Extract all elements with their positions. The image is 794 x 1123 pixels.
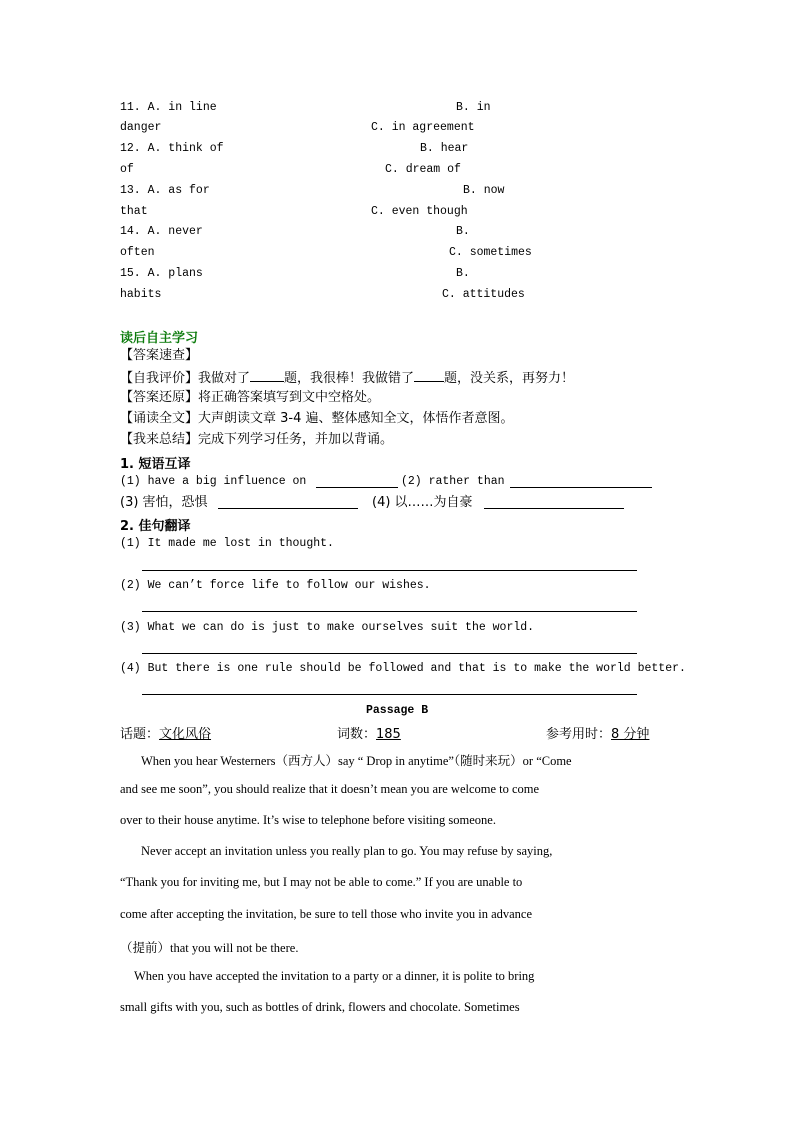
option-12-b-cont: of (120, 163, 134, 176)
option-12-a: 12. A. think of (120, 142, 224, 155)
self-eval-b: 题，我很棒！我做错了 (284, 371, 415, 386)
passage-line-6: come after accepting the invitation, be sure to tell those who invite you in advance (120, 907, 533, 921)
passage-line-2: and see me soon”, you should realize that it doesn’t mean you are welcome to come (120, 782, 540, 796)
passage-line-8: When you have accepted the invitation to a party or a dinner, it is polite to bring (134, 969, 535, 983)
option-11-a: 11. A. in line (120, 101, 217, 114)
time-value: 8 分钟 (611, 727, 650, 742)
word-count-label: 词数： (337, 727, 377, 742)
phrase-2: (2) rather than (401, 475, 505, 488)
passage-line-3: over to their house anytime. It’s wise to telephone before visiting someone. (120, 813, 496, 827)
quick-check-label: 【答案速查】 (120, 348, 199, 363)
option-14-a: 14. A. never (120, 225, 203, 238)
passage-line-4: Never accept an invitation unless you really plan to go. You may refuse by saying, (141, 844, 553, 858)
phrase-3: (3) 害怕，恐惧 (120, 495, 208, 510)
option-15-b-cont: habits (120, 288, 162, 301)
passage-line-1: When you hear Westerners（西方人）say “ Drop in anytime”（随时来玩）or “Come (141, 754, 572, 768)
option-14-b: B. (456, 225, 470, 238)
correct-count-blank[interactable] (250, 369, 284, 382)
option-15-a: 15. A. plans (120, 267, 203, 280)
sentence-2-answer-line[interactable] (142, 611, 637, 612)
option-14-b-cont: often (120, 246, 155, 259)
self-eval-line (120, 369, 574, 387)
option-11-b: B. in (456, 101, 491, 114)
option-15-b: B. (456, 267, 470, 280)
passage-b-title: Passage B (366, 704, 429, 717)
answer-restore-label: 【答案还原】将正确答案填写到文中空格处。 (120, 390, 381, 405)
option-11-b-cont: danger (120, 121, 162, 134)
option-13-c: C. even though (371, 205, 468, 218)
time-meta (546, 723, 649, 742)
option-15-c: C. attitudes (442, 288, 525, 301)
passage-line-7: （提前）that you will not be there. (120, 941, 299, 955)
topic-value: 文化风俗 (159, 727, 212, 742)
time-label: 参考用时： (546, 727, 612, 742)
self-study-title: 读后自主学习 (120, 331, 199, 346)
self-eval-c: 题，没关系，再努力！ (444, 371, 575, 386)
sentence-2: (2) We can’t force life to follow our wishes. (120, 579, 431, 592)
phrase-translation-title: 1. 短语互译 (120, 457, 191, 472)
option-13-a: 13. A. as for (120, 184, 210, 197)
option-11-c: C. in agreement (371, 121, 475, 134)
word-count-meta (337, 723, 401, 742)
phrase-2-answer-line[interactable] (510, 487, 652, 488)
option-13-b: B. now (463, 184, 505, 197)
option-12-b: B. hear (420, 142, 469, 155)
option-12-c: C. dream of (385, 163, 461, 176)
read-aloud-label: 【诵读全文】大声朗读文章 3-4 遍、整体感知全文，体悟作者意图。 (120, 411, 514, 426)
option-13-b-cont: that (120, 205, 148, 218)
passage-line-5: “Thank you for inviting me, but I may not be able to come.” If you are unable to (120, 875, 523, 889)
sentence-4-answer-line[interactable] (142, 694, 637, 695)
topic-label: 话题： (120, 727, 160, 742)
wrong-count-blank[interactable] (414, 369, 444, 382)
topic-meta (120, 723, 211, 742)
option-14-c: C. sometimes (449, 246, 532, 259)
passage-line-9: small gifts with you, such as bottles of drink, flowers and chocolate. Sometimes (120, 1000, 520, 1014)
sentence-1-answer-line[interactable] (142, 570, 637, 571)
sentence-3: (3) What we can do is just to make ourselves suit the world. (120, 621, 535, 634)
word-count-value: 185 (376, 727, 401, 742)
phrase-4-answer-line[interactable] (484, 508, 624, 509)
phrase-4: (4) 以……为自豪 (372, 495, 473, 510)
phrase-1: (1) have a big influence on (120, 475, 307, 488)
sentence-1: (1) It made me lost in thought. (120, 537, 334, 550)
sentence-4: (4) But there is one rule should be followed and that is to make the world better. (120, 662, 686, 675)
summary-label: 【我来总结】完成下列学习任务，并加以背诵。 (120, 432, 394, 447)
sentence-3-answer-line[interactable] (142, 653, 637, 654)
phrase-3-answer-line[interactable] (218, 508, 358, 509)
self-eval-a: 【自我评价】我做对了 (120, 371, 251, 386)
sentence-translation-title: 2. 佳句翻译 (120, 519, 191, 534)
phrase-1-answer-line[interactable] (316, 487, 398, 488)
